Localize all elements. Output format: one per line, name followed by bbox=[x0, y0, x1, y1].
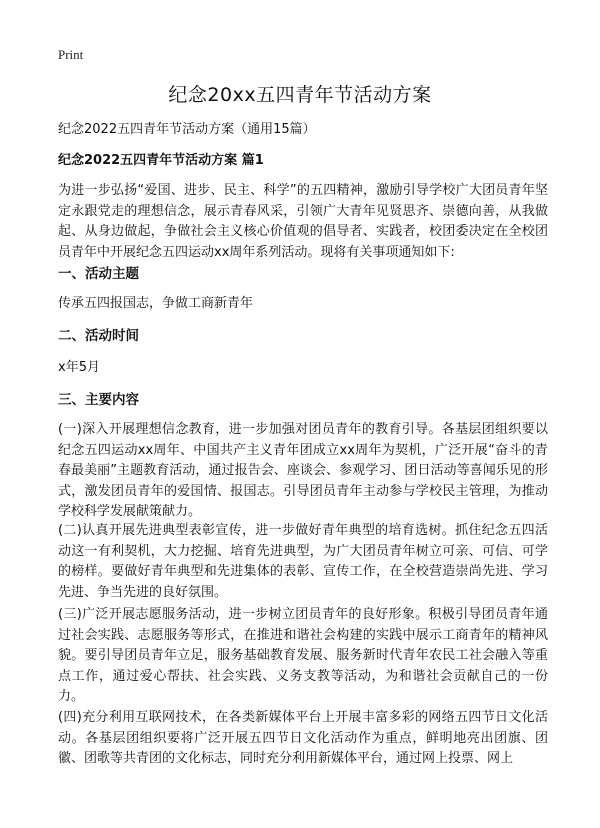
section-heading-content: 三、主要内容 bbox=[58, 392, 139, 408]
content-item-3: (三)广泛开展志愿服务活动，进一步树立团员青年的良好形象。积极引导团员青年通过社会实践、志愿服务等形式，在推进和谐社会构建的实践中展示工商青年的精神风貌。要引导团员青年立足，服务基础教育发展、服务新时代青年农民工社会融入等重点工作，通过爱心帮扶、社会实践、义务支教等活动，为和谐社会贡献自己的一份力。 bbox=[58, 607, 548, 704]
content-item-2: (二)认真开展先进典型表彰宣传，进一步做好青年典型的培育选树。抓住纪念五四活动这一有利契机，大力挖掘、培育先进典型，为广大团员青年树立可亲、可信、可学的榜样。要做好青年典型和先进集体的表彰、宣传工作，在全校营造崇尚先进、学习先进、争当先进的良好氛围。 bbox=[58, 523, 548, 600]
print-link[interactable]: Print bbox=[58, 47, 84, 62]
content-item-1: (一)深入开展理想信念教育，进一步加强对团员青年的教育引导。各基层团组织要以纪念五四运动xx周年、中国共产主义青年团成立xx周年为契机，广泛开展“奋斗的青春最美丽”主题教育活动，通过报告会、座谈会、参观学习、团日活动等喜闻乐见的形式，激发团员青年的爱国情、报国志。引导团员青年主动参与学校民主管理，为推动学校科学发展献策献力。 bbox=[58, 422, 548, 519]
theme-text: 传承五四报国志，争做工商新青年 bbox=[58, 296, 254, 311]
document-subtitle: 纪念2022五四青年节活动方案（通用15篇） bbox=[58, 122, 316, 137]
section-heading-theme: 一、活动主题 bbox=[58, 266, 139, 282]
page-title: 纪念20xx五四青年节活动方案 bbox=[168, 84, 432, 106]
section-heading-time: 二、活动时间 bbox=[58, 328, 139, 344]
content-item-4: (四)充分利用互联网技术，在各类新媒体平台上开展丰富多彩的网络五四节日文化活动。各基层团组织要将广泛开展五四节日文化活动作为重点，鲜明地亮出团旗、团徽、团歌等共青团的文化标志，同时充分利用新媒体平台，通过网上投票、网上 bbox=[58, 710, 548, 766]
article-heading: 纪念2022五四青年节活动方案 篇1 bbox=[58, 153, 264, 168]
time-text: x年5月 bbox=[58, 360, 100, 375]
intro-paragraph: 为进一步弘扬“爱国、进步、民主、科学”的五四精神，激励引导学校广大团员青年坚定永跟党走的理想信念，展示青春风采，引领广大青年见贤思齐、崇德向善，从我做起、从身边做起，争做社会主义核心价值观的倡导者、实践者，校团委决定在全校团员青年中开展纪念五四运动xx周年系列活动。现将有关事项通知如下: bbox=[58, 183, 548, 260]
